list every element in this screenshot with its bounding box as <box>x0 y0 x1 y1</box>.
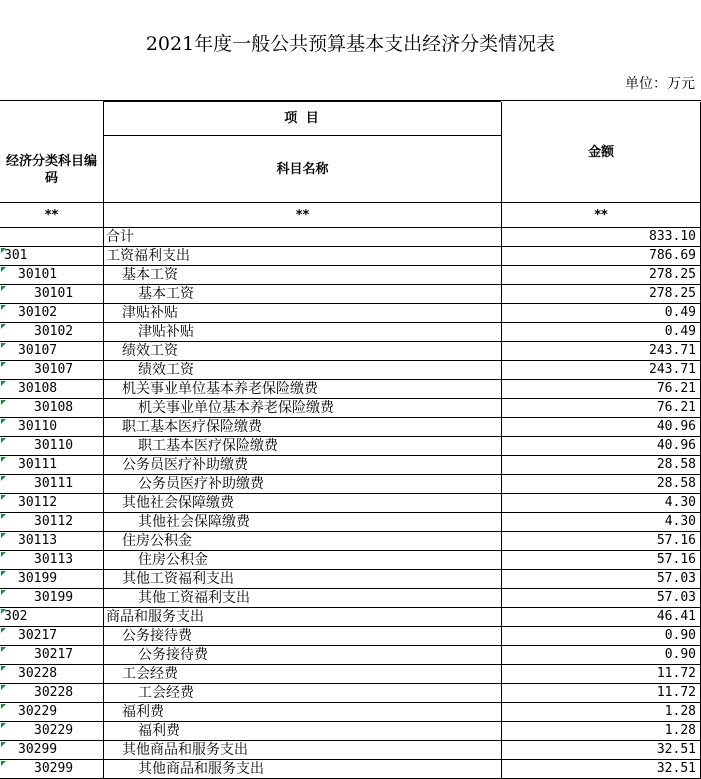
row-code[interactable]: 30299 <box>18 742 58 757</box>
row-name[interactable]: 公务员医疗补助缴费 <box>103 456 501 474</box>
row-name[interactable]: 公务接待费 <box>103 646 501 664</box>
row-name[interactable]: 机关事业单位基本养老保险缴费 <box>103 399 501 417</box>
page-title: 2021年度一般公共预算基本支出经济分类情况表 <box>145 33 556 55</box>
table-row <box>0 380 701 399</box>
row-code[interactable]: 30110 <box>34 438 74 453</box>
row-amount[interactable]: 833.10 <box>501 228 701 246</box>
header-star-name: ** <box>103 202 501 228</box>
row-name[interactable]: 其他社会保障缴费 <box>103 513 501 531</box>
row-name[interactable]: 福利费 <box>103 703 501 721</box>
table-row <box>0 456 701 475</box>
row-code[interactable]: 30229 <box>18 704 58 719</box>
row-name[interactable]: 住房公积金 <box>103 551 501 569</box>
row-name[interactable]: 其他社会保障缴费 <box>103 494 501 512</box>
table-row <box>0 228 701 247</box>
row-name[interactable]: 绩效工资 <box>103 361 501 379</box>
row-code[interactable]: 30199 <box>34 590 74 605</box>
table-row <box>0 532 701 551</box>
row-name[interactable]: 公务接待费 <box>103 627 501 645</box>
table-row <box>0 684 701 703</box>
row-name[interactable]: 职工基本医疗保险缴费 <box>103 418 501 436</box>
row-name[interactable]: 其他商品和服务支出 <box>103 760 501 778</box>
row-amount[interactable]: 32.51 <box>501 741 701 759</box>
row-name[interactable]: 其他商品和服务支出 <box>103 741 501 759</box>
row-amount[interactable]: 40.96 <box>501 418 701 436</box>
row-amount[interactable]: 1.28 <box>501 722 701 740</box>
row-code[interactable]: 30299 <box>34 761 74 776</box>
row-amount[interactable]: 4.30 <box>501 494 701 512</box>
table-row <box>0 247 701 266</box>
row-amount[interactable]: 0.90 <box>501 627 701 645</box>
row-name[interactable]: 住房公积金 <box>103 532 501 550</box>
row-code[interactable]: 30199 <box>18 571 58 586</box>
table-row <box>0 342 701 361</box>
table-row <box>0 703 701 722</box>
row-name[interactable]: 绩效工资 <box>103 342 501 360</box>
row-amount[interactable]: 28.58 <box>501 475 701 493</box>
table-header <box>0 102 701 228</box>
table-row <box>0 285 701 304</box>
row-code[interactable]: 30111 <box>34 476 74 491</box>
row-code[interactable]: 30217 <box>34 647 74 662</box>
row-name[interactable]: 合计 <box>103 228 501 246</box>
row-amount[interactable]: 4.30 <box>501 513 701 531</box>
row-name[interactable]: 工会经费 <box>103 684 501 702</box>
table-row <box>0 513 701 532</box>
row-amount[interactable]: 57.16 <box>501 532 701 550</box>
row-name[interactable]: 公务员医疗补助缴费 <box>103 475 501 493</box>
row-amount[interactable]: 0.49 <box>501 323 701 341</box>
row-code[interactable]: 301 <box>4 248 28 263</box>
row-code[interactable] <box>0 228 103 246</box>
table-row <box>0 437 701 456</box>
row-name[interactable]: 福利费 <box>103 722 501 740</box>
table-row <box>0 665 701 684</box>
row-amount[interactable]: 11.72 <box>501 684 701 702</box>
row-amount[interactable]: 57.03 <box>501 570 701 588</box>
row-code[interactable]: 30111 <box>18 457 58 472</box>
table-row <box>0 399 701 418</box>
row-amount[interactable]: 76.21 <box>501 380 701 398</box>
row-code[interactable]: 30108 <box>34 400 74 415</box>
row-amount[interactable]: 11.72 <box>501 665 701 683</box>
table-body <box>0 228 701 779</box>
row-name[interactable]: 机关事业单位基本养老保险缴费 <box>103 380 501 398</box>
row-code[interactable]: 302 <box>4 609 28 624</box>
row-code[interactable]: 30102 <box>18 305 58 320</box>
row-amount[interactable]: 0.49 <box>501 304 701 322</box>
row-amount[interactable]: 40.96 <box>501 437 701 455</box>
row-code[interactable]: 30101 <box>18 267 58 282</box>
row-amount[interactable]: 46.41 <box>501 608 701 626</box>
row-amount[interactable]: 1.28 <box>501 703 701 721</box>
row-code[interactable]: 30102 <box>34 324 74 339</box>
table-row <box>0 741 701 760</box>
row-amount[interactable]: 243.71 <box>501 361 701 379</box>
table-row <box>0 551 701 570</box>
row-code[interactable]: 30108 <box>18 381 58 396</box>
row-amount[interactable]: 278.25 <box>501 266 701 284</box>
row-code[interactable]: 30228 <box>18 666 58 681</box>
row-name[interactable]: 津贴补贴 <box>103 323 501 341</box>
row-amount[interactable]: 786.69 <box>501 247 701 265</box>
table-row <box>0 361 701 380</box>
row-amount[interactable]: 243.71 <box>501 342 701 360</box>
table-row <box>0 304 701 323</box>
header-item: 项 目 <box>103 102 501 136</box>
row-amount[interactable]: 0.90 <box>501 646 701 664</box>
table-row <box>0 627 701 646</box>
row-code[interactable]: 30113 <box>18 533 58 548</box>
table-row <box>0 570 701 589</box>
unit-label: 单位：万元 <box>625 76 695 92</box>
table-row <box>0 722 701 741</box>
row-code[interactable]: 30217 <box>18 628 58 643</box>
table-row <box>0 494 701 513</box>
table-row <box>0 266 701 285</box>
row-name[interactable]: 基本工资 <box>103 266 501 284</box>
header-star-code: ** <box>0 202 103 228</box>
row-name[interactable]: 其他工资福利支出 <box>103 589 501 607</box>
table-row <box>0 760 701 779</box>
table-row <box>0 418 701 437</box>
row-code[interactable]: 30110 <box>18 419 58 434</box>
table-row <box>0 646 701 665</box>
table-row <box>0 323 701 342</box>
row-name[interactable]: 工资福利支出 <box>103 247 501 265</box>
row-name[interactable]: 基本工资 <box>103 285 501 303</box>
row-code[interactable]: 30229 <box>34 723 74 738</box>
row-code[interactable]: 30101 <box>34 286 74 301</box>
table-row <box>0 475 701 494</box>
header-name: 科目名称 <box>103 136 501 202</box>
row-amount[interactable]: 57.16 <box>501 551 701 569</box>
row-code[interactable]: 30107 <box>18 343 58 358</box>
row-code[interactable]: 30112 <box>18 495 58 510</box>
header-star-amount: ** <box>501 202 701 228</box>
header-code: 经济分类科目编码 <box>5 154 97 186</box>
row-amount[interactable]: 28.58 <box>501 456 701 474</box>
row-name[interactable]: 职工基本医疗保险缴费 <box>103 437 501 455</box>
row-code[interactable]: 30113 <box>34 552 74 567</box>
row-name[interactable]: 商品和服务支出 <box>103 608 501 626</box>
row-code[interactable]: 30228 <box>34 685 74 700</box>
row-name[interactable]: 其他工资福利支出 <box>103 570 501 588</box>
row-code[interactable]: 30107 <box>34 362 74 377</box>
row-name[interactable]: 工会经费 <box>103 665 501 683</box>
row-name[interactable]: 津贴补贴 <box>103 304 501 322</box>
header-amount: 金额 <box>501 102 701 202</box>
row-amount[interactable]: 76.21 <box>501 399 701 417</box>
row-code[interactable]: 30112 <box>34 514 74 529</box>
table-row <box>0 608 701 627</box>
row-amount[interactable]: 32.51 <box>501 760 701 778</box>
row-amount[interactable]: 278.25 <box>501 285 701 303</box>
table-row <box>0 589 701 608</box>
row-amount[interactable]: 57.03 <box>501 589 701 607</box>
